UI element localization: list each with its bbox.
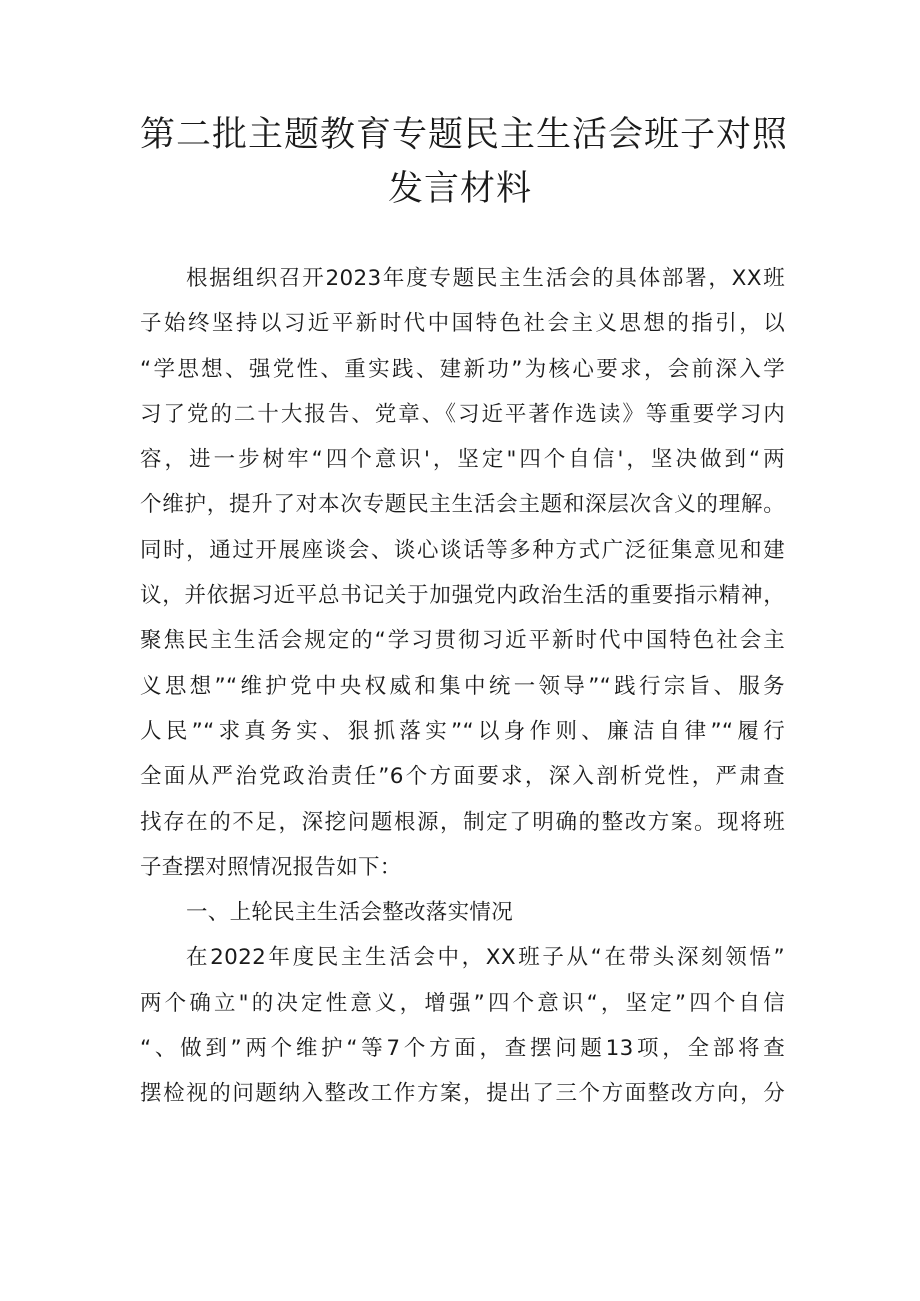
- text-line: 子查摆对照情况报告如下：: [140, 854, 402, 880]
- text-line: 人民”“求真务实、狠抓落实”“以身作则、廉洁自律”“履行: [140, 718, 785, 744]
- title-line-2: 发言材料: [387, 169, 532, 209]
- text-line: 个维护，提升了对本次专题民主生活会主题和深层次含义的理解。: [140, 492, 785, 518]
- text-line: 议，并依据习近平总书记关于加强党内政治生活的重要指示精神，: [140, 583, 785, 609]
- text-line: 义思想”“维护党中央权威和集中统一领导”“践行宗旨、服务: [140, 673, 785, 699]
- text-line: 子始终坚持以习近平新时代中国特色社会主义思想的指引，以: [140, 311, 785, 337]
- text-line: 两个确立"的决定性意义，增强”四个意识“，坚定”四个自信: [140, 990, 785, 1016]
- text-line: 找存在的不足，深挖问题根源，制定了明确的整改方案。现将班: [140, 809, 785, 835]
- text-line: 全面从严治党政治责任”6个方面要求，深入剖析党性，严肃查: [140, 764, 785, 790]
- document-title: [140, 108, 789, 216]
- paragraph-intro: [140, 256, 785, 890]
- text-line: 在2022年度民主生活会中，XX班子从“在带头深刻领悟”: [186, 945, 785, 971]
- title-line-1: 第二批主题教育专题民主生活会班子对照: [140, 115, 789, 155]
- document-body: [140, 256, 785, 1117]
- text-line: 同时，通过开展座谈会、谈心谈话等多种方式广泛征集意见和建: [140, 537, 785, 563]
- text-line: 容，进一步树牢“四个意识'，坚定"四个自信'，坚决做到“两: [140, 447, 785, 473]
- section-heading: 一、上轮民主生活会整改落实情况: [186, 900, 514, 926]
- text-line: “学思想、强党性、重实践、建新功”为核心要求，会前深入学: [140, 356, 785, 382]
- text-line: “、做到”两个维护“等7个方面，查摆问题13项，全部将查: [140, 1036, 785, 1062]
- paragraph-rectification: [140, 935, 785, 1116]
- text-line: 聚焦民主生活会规定的“学习贯彻习近平新时代中国特色社会主: [140, 628, 785, 654]
- text-line: 摆检视的问题纳入整改工作方案，提出了三个方面整改方向，分: [140, 1081, 785, 1107]
- text-line: 根据组织召开2023年度专题民主生活会的具体部署，XX班: [186, 266, 785, 291]
- text-line: 习了党的二十大报告、党章、《习近平著作选读》等重要学习内: [140, 401, 785, 427]
